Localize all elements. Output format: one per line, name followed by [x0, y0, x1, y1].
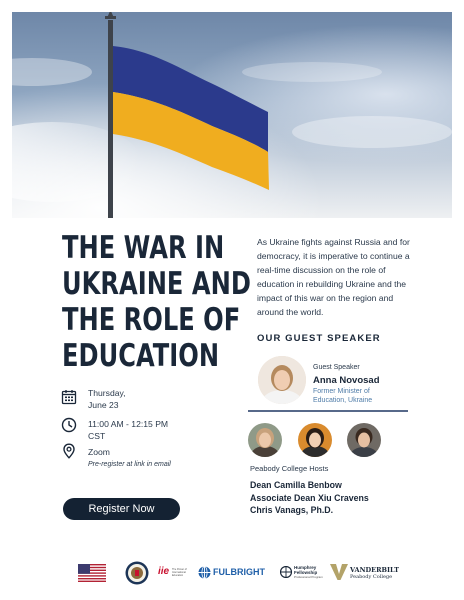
- fulbright-globe-icon: [198, 566, 211, 579]
- title-line: UKRAINE AND: [62, 266, 251, 302]
- vanderbilt-v-icon: [330, 564, 348, 580]
- location-name: Zoom: [88, 447, 110, 457]
- title-line: THE WAR IN: [62, 230, 225, 266]
- section-divider: [248, 410, 408, 412]
- time-range: 11:00 AM - 12:15 PM: [88, 419, 169, 429]
- iie-logo-tagline: The Power of International Education: [172, 568, 187, 577]
- intro-paragraph: As Ukraine fights against Russia and for democracy, it is imperative to continue a real-time discussion on the role of education in rebuilding Ukraine and the impact of this war on the region and around the world.: [257, 237, 410, 317]
- host-photo: [248, 423, 282, 457]
- event-location: [88, 447, 171, 470]
- event-title: [62, 230, 251, 374]
- fulbright-logo: FULBRIGHT: [213, 567, 265, 577]
- title-line: EDUCATION: [62, 338, 220, 374]
- date-weekday: Thursday,: [88, 388, 126, 398]
- event-time: [88, 419, 168, 442]
- vanderbilt-logo-subtitle: Peabody College: [350, 574, 393, 580]
- calendar-icon: [61, 389, 77, 405]
- vanderbilt-logo: VANDERBILT: [350, 566, 399, 574]
- hero-flag-image: [12, 12, 452, 218]
- register-now-button[interactable]: Register Now: [63, 498, 180, 520]
- host-name: Associate Dean Xiu Cravens: [250, 492, 369, 503]
- us-flag-icon: [78, 564, 106, 582]
- humphrey-globe-icon: [280, 566, 292, 578]
- iie-logo: iie: [158, 566, 170, 577]
- guest-name: Anna Novosad: [313, 375, 380, 386]
- location-pin-icon: [61, 443, 77, 459]
- humphrey-logo: Humphrey Fellowship: [294, 565, 318, 575]
- guest-description: Former Minister of Education, Ukraine: [313, 388, 373, 404]
- sponsor-logos: [0, 556, 464, 590]
- guest-speaker-heading: OUR GUEST SPEAKER: [257, 333, 381, 344]
- host-name: Dean Camilla Benbow: [250, 480, 342, 490]
- event-date: [88, 388, 126, 411]
- title-line: THE ROLE OF: [62, 302, 241, 338]
- time-zone: CST: [88, 430, 106, 441]
- hosts-list: [250, 479, 369, 517]
- host-name: Chris Vanags, Ph.D.: [250, 505, 334, 515]
- state-department-seal-icon: [125, 561, 149, 585]
- flag-illustration: [12, 12, 452, 218]
- guest-role: Guest Speaker: [313, 364, 360, 371]
- location-note: Pre-register at link in email: [88, 460, 171, 468]
- guest-speaker-photo: [258, 356, 306, 404]
- host-photo: [298, 423, 332, 457]
- host-photo: [347, 423, 381, 457]
- clock-icon: [61, 417, 77, 433]
- humphrey-logo-tagline: Professional Program: [294, 575, 323, 579]
- hosts-label: Peabody College Hosts: [250, 464, 329, 473]
- date-day: June 23: [88, 399, 119, 410]
